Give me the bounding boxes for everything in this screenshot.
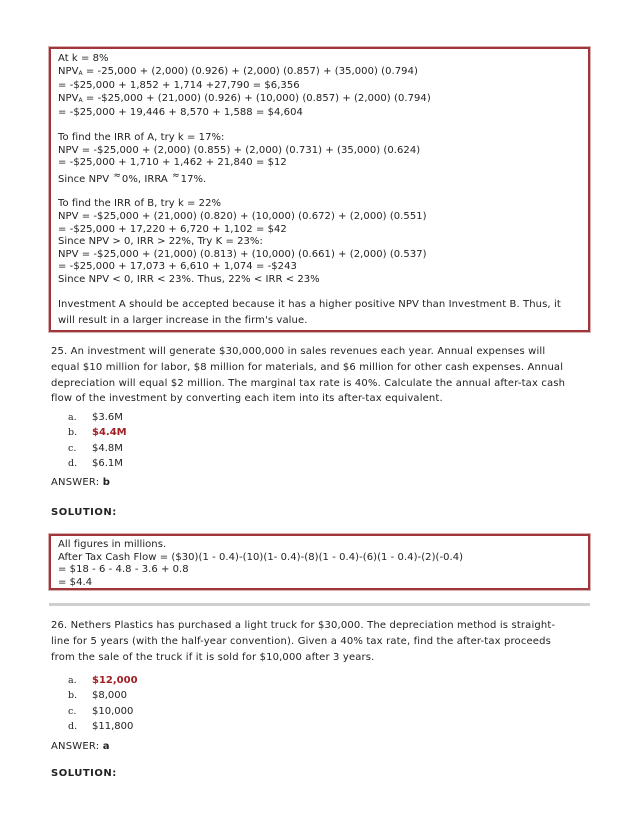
option-c xyxy=(68,441,127,456)
option-text: $4.8M xyxy=(92,442,123,454)
option-d xyxy=(68,456,127,471)
option-letter: b. xyxy=(68,690,78,702)
option-a xyxy=(68,410,127,425)
solution-line: = -$25,000 + 1,852 + 1,714 +27,790 = $6,356 xyxy=(58,80,300,92)
solution-line: Since NPV < 0, IRR < 23%. Thus, 22% < IRR < 23% xyxy=(58,273,320,285)
solution-label-25: SOLUTION: xyxy=(51,507,117,518)
question-26-text xyxy=(51,618,591,665)
option-c xyxy=(68,704,138,719)
solution-line: NPV = -$25,000 + (21,000) (0.813) + (10,000) (0.661) + (2,000) (0.537) xyxy=(58,248,427,260)
solution-box-npv-irr xyxy=(49,47,590,332)
option-text: $10,000 xyxy=(92,705,134,717)
solution-line: = -$25,000 + 17,073 + 6,610 + 1,074 = -$243 xyxy=(58,261,297,273)
answer-26 xyxy=(51,741,110,752)
question-line: equal $10 million for labor, $8 million for materials, and $6 million for other cash expenses. Annual xyxy=(51,361,564,373)
solution-line: = $4.4 xyxy=(58,576,93,588)
solution-line: = $18 - 6 - 4.8 - 3.6 + 0.8 xyxy=(58,564,189,576)
option-text: $8,000 xyxy=(92,690,127,702)
answer-label: ANSWER: xyxy=(51,741,100,752)
option-letter: a. xyxy=(68,675,77,686)
option-letter: c. xyxy=(68,442,77,454)
solution-line: To find the IRR of B, try k = 22% xyxy=(58,198,222,210)
option-letter: d. xyxy=(68,721,78,733)
option-text: $11,800 xyxy=(92,721,134,733)
option-text: $4.4M xyxy=(92,427,127,439)
option-text: $3.6M xyxy=(92,412,123,423)
solution-line: To find the IRR of A, try k = 17%: xyxy=(58,131,225,143)
answer-25 xyxy=(51,477,110,488)
question-25-text xyxy=(51,344,591,407)
section-divider xyxy=(49,603,590,606)
solution-line: Since NPV > 0, IRR > 22%, Try K = 23%: xyxy=(58,236,263,248)
question-26-options xyxy=(68,673,138,735)
solution-conclusion: Investment A should be accepted because it has a higher positive NPV than Investment B. Thus, it xyxy=(58,298,561,310)
solution-line: After Tax Cash Flow = ($30)(1 - 0.4)-(10)(1- 0.4)-(8)(1 - 0.4)-(6)(1 - 0.4)-(2)(-0.4) xyxy=(58,551,464,563)
solution-line: = -$25,000 + 19,446 + 8,570 + 1,588 = $4,604 xyxy=(58,107,303,119)
option-b-correct xyxy=(68,425,127,440)
option-letter: a. xyxy=(68,412,77,423)
solution-line-approx: Since NPV ≈0%, IRRA ≈17%. xyxy=(58,170,207,185)
solution-label-26: SOLUTION: xyxy=(51,768,117,779)
option-letter: b. xyxy=(68,427,78,439)
option-letter: d. xyxy=(68,458,78,470)
solution-line: At k = 8% xyxy=(58,53,109,64)
solution-conclusion: will result in a larger increase in the firm's value. xyxy=(58,314,308,326)
solution-line-npva: NPVA = -25,000 + (2,000) (0.926) + (2,000) (0.857) + (35,000) (0.794) xyxy=(58,65,418,77)
solution-line: = -$25,000 + 17,220 + 6,720 + 1,102 = $42 xyxy=(58,223,287,235)
option-text: $6.1M xyxy=(92,458,123,470)
solution-line: = -$25,000 + 1,710 + 1,462 + 21,840 = $12 xyxy=(58,157,287,169)
question-line: from the sale of the truck if it is sold for $10,000 after 3 years. xyxy=(51,651,375,663)
option-text: $12,000 xyxy=(92,675,138,686)
option-b xyxy=(68,688,138,703)
solution-box-cash-flow xyxy=(49,534,590,590)
question-line: 26. Nethers Plastics has purchased a light truck for $30,000. The depreciation method is straight- xyxy=(51,620,556,631)
solution-line: All figures in millions. xyxy=(58,539,167,550)
question-line: 25. An investment will generate $30,000,000 in sales revenues each year. Annual expenses will xyxy=(51,346,546,357)
option-d xyxy=(68,719,138,734)
answer-value: b xyxy=(102,477,111,488)
question-line: depreciation will equal $2 million. The marginal tax rate is 40%. Calculate the annual after-tax cash xyxy=(51,377,566,389)
question-line: line for 5 years (with the half-year convention). Given a 40% tax rate, find the after-tax proceeds xyxy=(51,635,551,647)
question-25-options xyxy=(68,410,127,472)
option-a-correct xyxy=(68,673,138,688)
question-line: flow of the investment by converting each item into its after-tax equivalent. xyxy=(51,393,443,405)
option-letter: c. xyxy=(68,705,77,717)
solution-line: NPV = -$25,000 + (2,000) (0.855) + (2,000) (0.731) + (35,000) (0.624) xyxy=(58,144,421,156)
solution-line: NPV = -$25,000 + (21,000) (0.820) + (10,000) (0.672) + (2,000) (0.551) xyxy=(58,210,427,222)
solution-line-npvb: NPVA = -$25,000 + (21,000) (0.926) + (10,000) (0.857) + (2,000) (0.794) xyxy=(58,92,431,104)
answer-label: ANSWER: xyxy=(51,477,100,488)
answer-value: a xyxy=(102,741,110,752)
